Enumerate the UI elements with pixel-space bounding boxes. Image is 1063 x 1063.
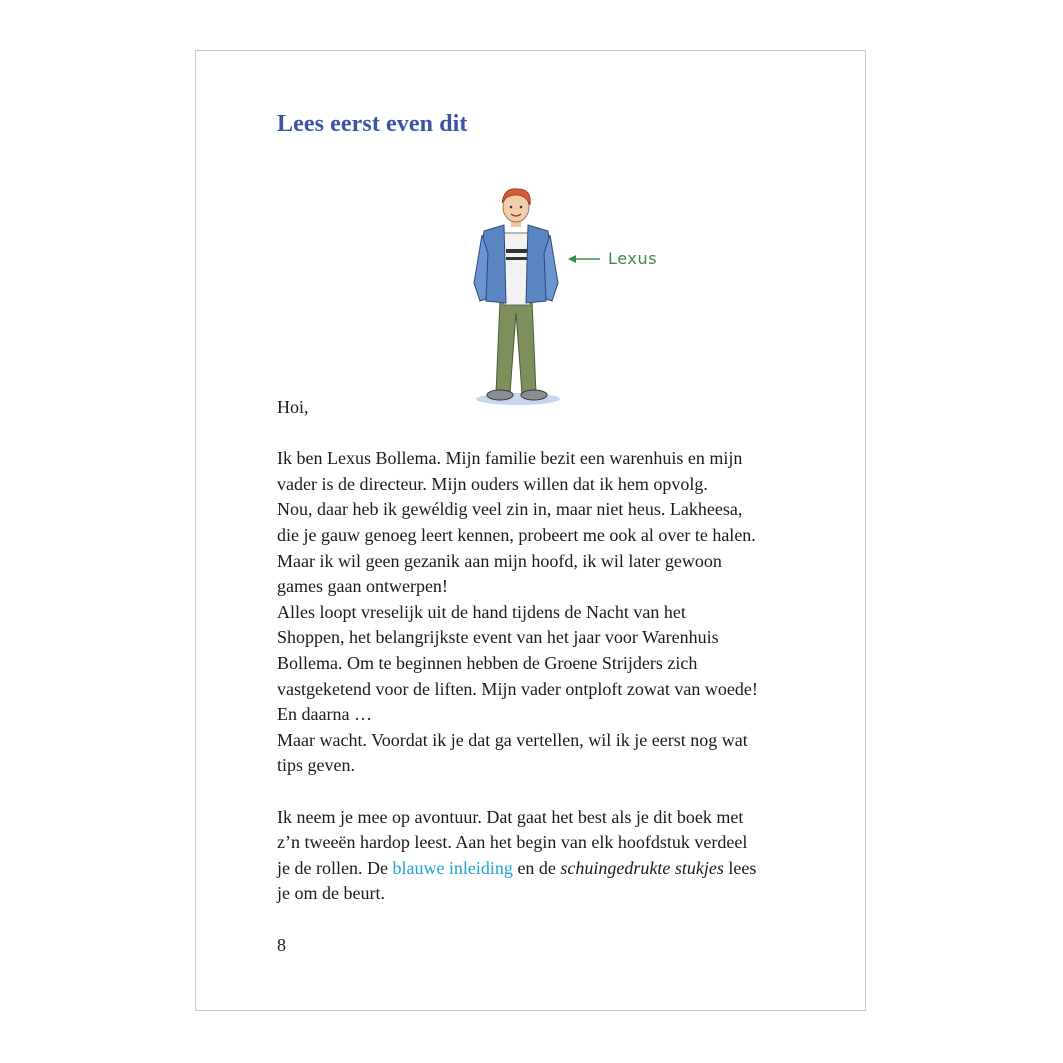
paragraph-line: Alles loopt vreselijk uit de hand tijdens de Nacht van het	[277, 601, 686, 622]
greeting: Hoi,	[277, 397, 309, 417]
intro-text	[277, 395, 797, 907]
illustration-caption	[566, 249, 657, 268]
paragraph-line: Shoppen, het belangrijkste event van het jaar voor Warenhuis	[277, 627, 719, 648]
paragraph-line: die je gauw genoeg leert kennen, probeert me ook al over te halen.	[277, 524, 756, 545]
paragraph-line: En daarna …	[277, 704, 372, 725]
text-segment: je de rollen. De	[277, 857, 393, 878]
paragraph-line: z’n tweeën hardop leest. Aan het begin van elk hoofdstuk verdeel	[277, 832, 748, 853]
boy-in-denim-jacket-illustration	[456, 183, 576, 413]
caption-label: Lexus	[608, 249, 658, 268]
arrow-left-icon	[566, 252, 602, 266]
paragraph-line: Maar ik wil geen gezanik aan mijn hoofd, ik wil later gewoon	[277, 550, 722, 571]
paragraph-line: vader is de directeur. Mijn ouders willen dat ik hem opvolg.	[277, 473, 708, 494]
text-segment: lees	[723, 857, 757, 878]
paragraph-line: Ik neem je mee op avontuur. Dat gaat het best als je dit boek met	[277, 806, 744, 827]
page-number: 8	[277, 935, 286, 955]
paragraph-line: vastgeketend voor de liften. Mijn vader ontploft zowat van woede!	[277, 678, 758, 699]
page-title: Lees eerst even dit	[277, 111, 468, 137]
paragraph-line: je om de beurt.	[277, 883, 385, 904]
blue-text-segment: blauwe inleiding	[392, 857, 513, 878]
paragraph-line: games gaan ontwerpen!	[277, 576, 448, 597]
paragraph-line: Bollema. Om te beginnen hebben de Groene Strijders zich	[277, 652, 698, 673]
paragraph-line	[277, 856, 797, 882]
book-page	[195, 50, 866, 1011]
paragraph-line: Maar wacht. Voordat ik je dat ga vertellen, wil ik je eerst nog wat	[277, 729, 748, 750]
text-segment: en de	[512, 857, 561, 878]
paragraph-line: tips geven.	[277, 755, 355, 776]
paragraph-line: Nou, daar heb ik gewéldig veel zin in, maar niet heus. Lakheesa,	[277, 499, 743, 520]
italic-text-segment: schuingedrukte stukjes	[560, 857, 724, 878]
paragraph-line: Ik ben Lexus Bollema. Mijn familie bezit een warenhuis en mijn	[277, 448, 743, 469]
